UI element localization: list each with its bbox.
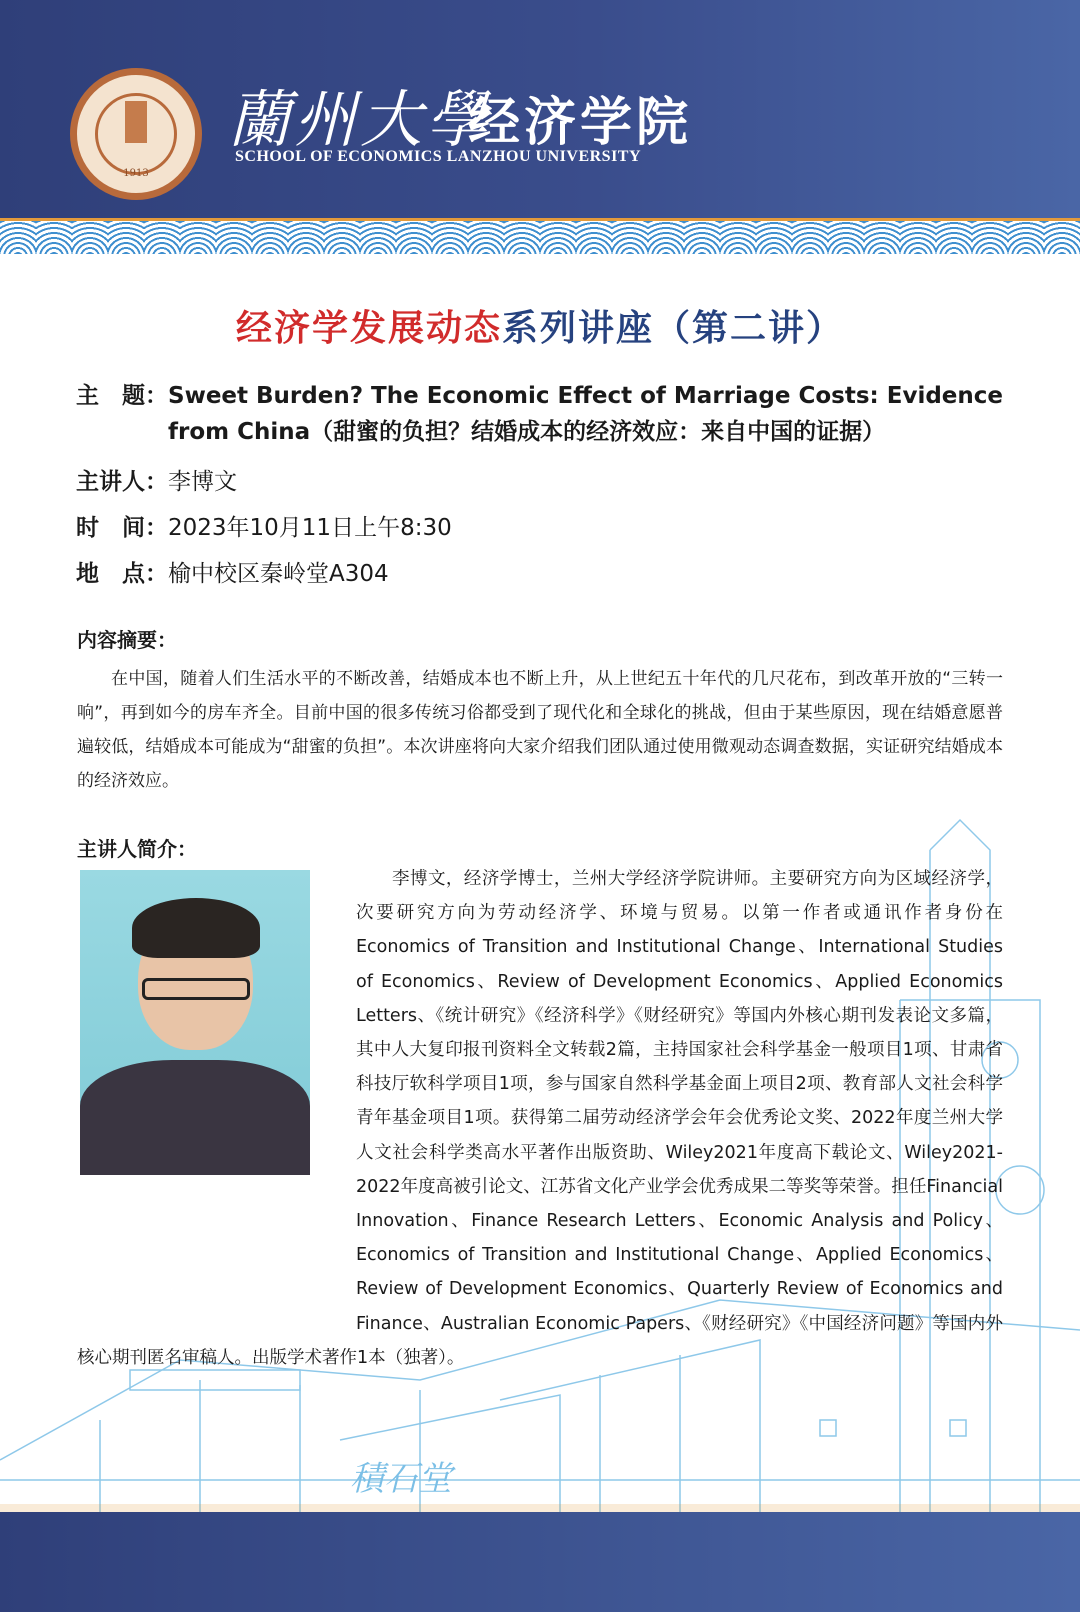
bio-text: 李博文，经济学博士，兰州大学经济学院讲师。主要研究方向为区域经济学，次要研究方向为劳动经济学、环境与贸易。以第一作者或通讯作者身份在Economics of Transition and Institutional Change、International Studies of Economics、Review of Development Economics、Applied Economics Letters、《统计研究》《经济科学》《财经研究》等国内外核心期刊发表论文多篇，其中人大复印报刊资料全文转载2篇，主持国家社会科学基金一般项目1项、甘肃省科技厅软科学项目1项，参与国家自然科学基金面上项目2项、教育部人文社会科学青年基金项目1项。获得第二届劳动经济学会年会优秀论文奖、2022年度兰州大学人文社会科学类高水平著作出版资助、Wiley2021年度高下载论文、Wiley2021-2022年度高被引论文、江苏省文化产业学会优秀成果二等奖等荣誉。担任Financial Innovation、Finance Research Letters、Economic Analysis and Policy、Economics of Transition and Institutional Change、Applied Economics、Review of Development Economics、Quarterly Review of Economics and Finance、Australian Economic Papers、《财经研究》《中国经济问题》等国内外核心期刊匿名审稿人。出版学术著作1本（独著）。: [77, 869, 1003, 1368]
photo-spacer: [77, 862, 356, 1338]
seal-year: 1913: [123, 168, 149, 179]
topic-label: 主 题：: [76, 383, 168, 409]
footer-accent-line: [0, 1504, 1080, 1512]
place-value: 榆中校区秦岭堂A304: [168, 561, 389, 587]
wave-pattern-band: [0, 218, 1080, 254]
seal-tower-icon: [125, 101, 147, 143]
speaker-row: [76, 464, 237, 500]
footer-banner: [0, 1512, 1080, 1612]
topic-value: Sweet Burden? The Economic Effect of Marriage Costs: Evidence from China（甜蜜的负担？结婚成本的经济效应：来自中国的证据）: [168, 383, 1004, 445]
school-name-cn: 经济学院: [468, 92, 693, 153]
abstract-heading: 内容摘要：: [77, 628, 177, 652]
header-banner: [0, 0, 1080, 218]
university-name-cn: 蘭州大學: [228, 83, 493, 156]
bio-heading: 主讲人简介：: [77, 837, 197, 861]
university-seal-logo: [70, 68, 202, 200]
time-value: 2023年10月11日上午8:30: [168, 515, 452, 541]
bio-text-block: [77, 862, 1003, 1375]
title-red-part: 经济学发展动态: [235, 308, 502, 349]
time-row: [76, 510, 452, 546]
lecture-series-title: [0, 300, 1080, 351]
speaker-value: 李博文: [168, 469, 237, 495]
place-label: 地 点：: [76, 561, 168, 587]
time-label: 时 间：: [76, 515, 168, 541]
topic-row: [76, 378, 1006, 458]
school-name-en: SCHOOL OF ECONOMICS LANZHOU UNIVERSITY: [235, 148, 642, 165]
building-sign-text: 積石堂: [350, 1459, 452, 1499]
title-blue-part: 系列讲座（第二讲）: [502, 308, 845, 349]
abstract-text: 在中国，随着人们生活水平的不断改善，结婚成本也不断上升，从上世纪五十年代的几尺花布，到改革开放的“三转一响”，再到如今的房车齐全。目前中国的很多传统习俗都受到了现代化和全球化的挑战，但由于某些原因，现在结婚意愿普遍较低，结婚成本可能成为“甜蜜的负担”。本次讲座将向大家介绍我们团队通过使用微观动态调查数据，实证研究结婚成本的经济效应。: [77, 669, 1003, 791]
speaker-label: 主讲人：: [76, 469, 168, 495]
place-row: [76, 556, 389, 592]
